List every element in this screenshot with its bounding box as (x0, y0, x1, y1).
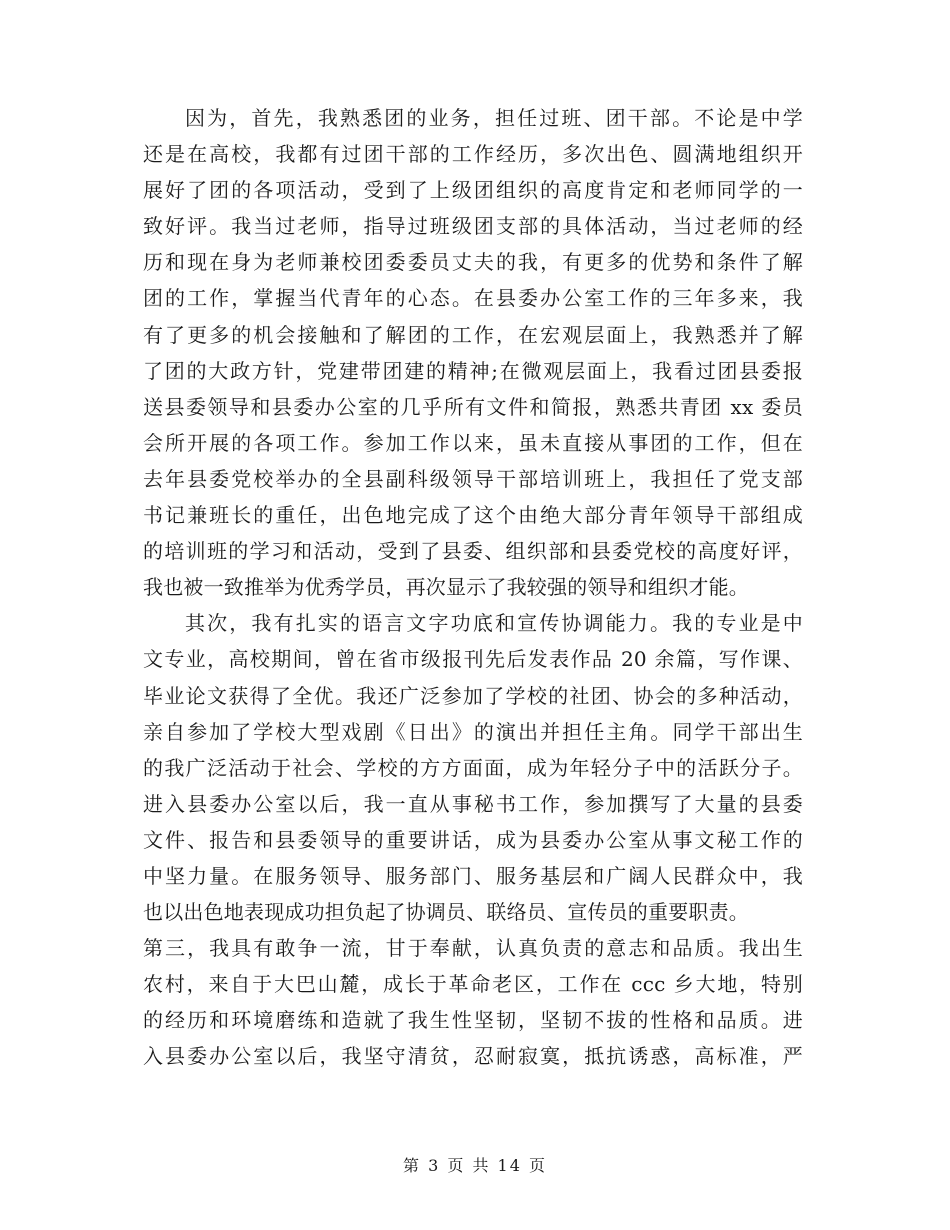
text-line: 书记兼班长的重任，出色地完成了这个由绝大部分青年领导干部组成 (143, 503, 803, 528)
text-line: 入县委办公室以后，我坚守清贫，忍耐寂寞，抵抗诱惑，高标准，严 (143, 1044, 803, 1069)
text-line: 团的工作，掌握当代青年的心态。在县委办公室工作的三年多来，我 (143, 286, 803, 311)
text-line: 还是在高校，我都有过团干部的工作经历，多次出色、圆满地组织开 (143, 142, 803, 167)
text-line: 因为，首先，我熟悉团的业务，担任过班、团干部。不论是中学 (185, 106, 803, 130)
text-line: 文件、报告和县委领导的重要讲话，成为县委办公室从事文秘工作的 (143, 827, 803, 852)
text-line: 我也被一致推举为优秀学员，再次显示了我较强的领导和组织才能。 (143, 575, 749, 600)
text-line: 中坚力量。在服务领导、服务部门、服务基层和广阔人民群众中，我 (143, 863, 803, 888)
text-line: 文专业，高校期间，曾在省市级报刊先后发表作品 20 余篇，写作课、 (143, 647, 803, 672)
text-line: 了团的大政方针，党建带团建的精神;在微观层面上，我看过团县委报 (143, 358, 803, 383)
text-line: 会所开展的各项工作。参加工作以来，虽未直接从事团的工作，但在 (143, 430, 803, 455)
text-line: 致好评。我当过老师，指导过班级团支部的具体活动，当过老师的经 (143, 214, 803, 239)
text-line: 其次，我有扎实的语言文字功底和宣传协调能力。我的专业是中 (185, 611, 803, 636)
text-line: 亲自参加了学校大型戏剧《日出》的演出并担任主角。同学干部出生 (143, 719, 803, 744)
text-line: 有了更多的机会接触和了解团的工作，在宏观层面上，我熟悉并了解 (143, 322, 803, 347)
text-line: 的我广泛活动于社会、学校的方方面面，成为年轻分子中的活跃分子。 (143, 755, 803, 780)
text-line: 历和现在身为老师兼校团委委员丈夫的我，有更多的优势和条件了解 (143, 250, 803, 275)
text-line: 的培训班的学习和活动，受到了县委、组织部和县委党校的高度好评， (143, 539, 803, 564)
text-line: 农村，来自于大巴山麓，成长于革命老区，工作在 ccc 乡大地，特别 (143, 972, 803, 997)
text-line: 去年县委党校举办的全县副科级领导干部培训班上，我担任了党支部 (143, 466, 803, 491)
text-line: 第三，我具有敢争一流，甘于奉献，认真负责的意志和品质。我出生 (143, 936, 803, 961)
text-line: 展好了团的各项活动，受到了上级团组织的高度肯定和老师同学的一 (143, 178, 803, 203)
text-line: 送县委领导和县委办公室的几乎所有文件和简报，熟悉共青团 xx 委员 (143, 394, 803, 419)
page-footer: 第 3 页 共 14 页 (403, 1156, 547, 1175)
text-line: 毕业论文获得了全优。我还广泛参加了学校的社团、协会的多种活动， (143, 683, 803, 708)
text-line: 也以出色地表现成功担负起了协调员、联络员、宣传员的重要职责。 (143, 900, 749, 925)
text-line: 进入县委办公室以后，我一直从事秘书工作，参加撰写了大量的县委 (143, 791, 803, 816)
body-text (143, 100, 803, 1075)
text-line: 的经历和环境磨练和造就了我生性坚韧，坚韧不拔的性格和品质。进 (143, 1008, 803, 1033)
